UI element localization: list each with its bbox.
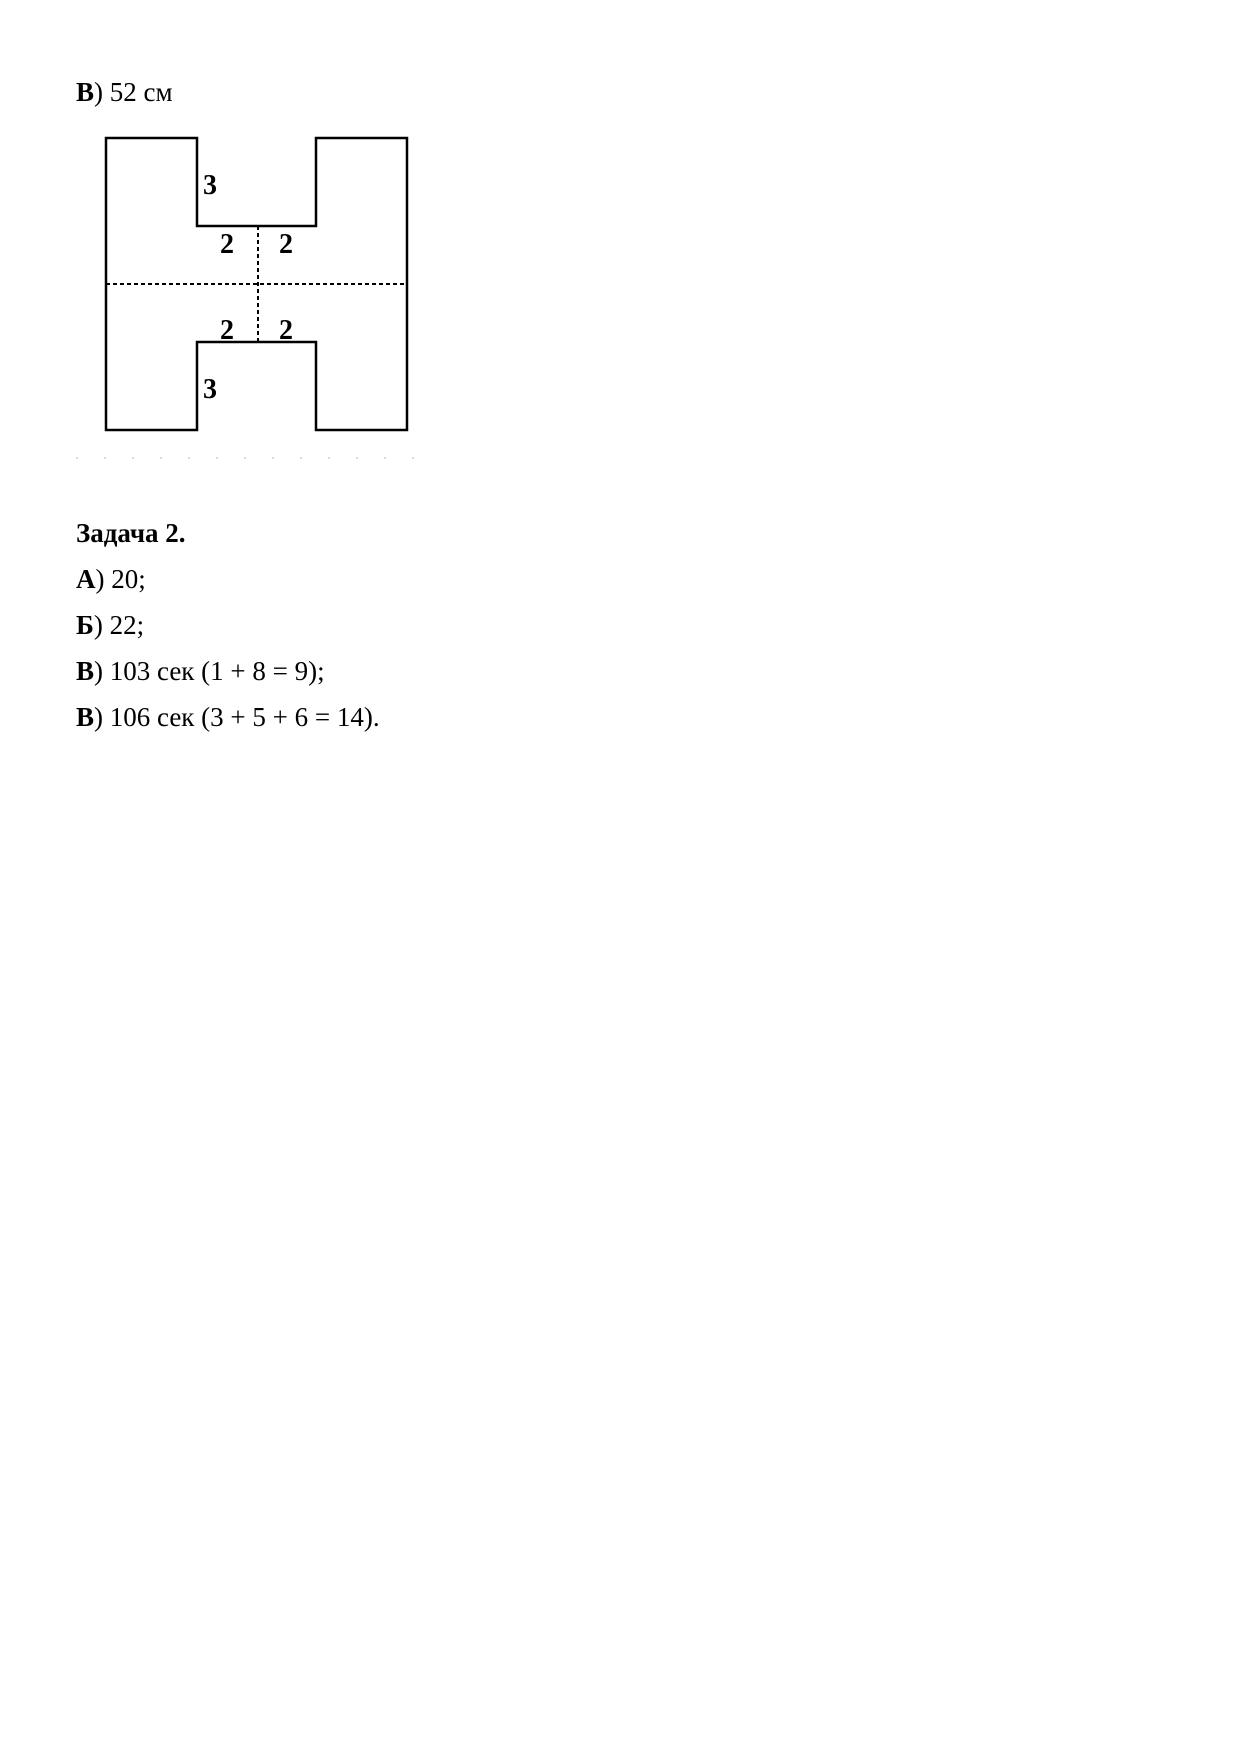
answer-text: ) 22; <box>93 610 145 640</box>
label-upper-left-2: 2 <box>220 229 234 260</box>
label-lower-right-2: 2 <box>279 315 293 346</box>
answer-text: ) 103 сек (1 + 8 = 9); <box>94 656 325 686</box>
answer-letter: В <box>76 656 95 686</box>
answer-text: ) 106 сек (3 + 5 + 6 = 14). <box>94 702 380 732</box>
label-upper-right-2: 2 <box>279 229 293 260</box>
label-bottom-left-3: 3 <box>203 374 217 405</box>
h-shape-figure <box>0 0 1240 480</box>
label-lower-left-2: 2 <box>220 315 234 346</box>
task-2-heading: Задача 2. <box>76 518 186 548</box>
answer-text: ) 52 см <box>94 77 173 107</box>
answer-line-a <box>76 563 146 595</box>
answer-letter: Б <box>76 610 94 640</box>
answer-line-b <box>76 609 144 641</box>
answer-letter: А <box>76 564 96 594</box>
answer-letter: В <box>76 77 95 107</box>
answer-text: ) 20; <box>95 564 146 594</box>
label-top-left-3: 3 <box>203 170 217 201</box>
answer-letter: В <box>76 702 95 732</box>
answer-line-v-1 <box>76 655 325 687</box>
answer-line-v-2 <box>76 701 380 733</box>
